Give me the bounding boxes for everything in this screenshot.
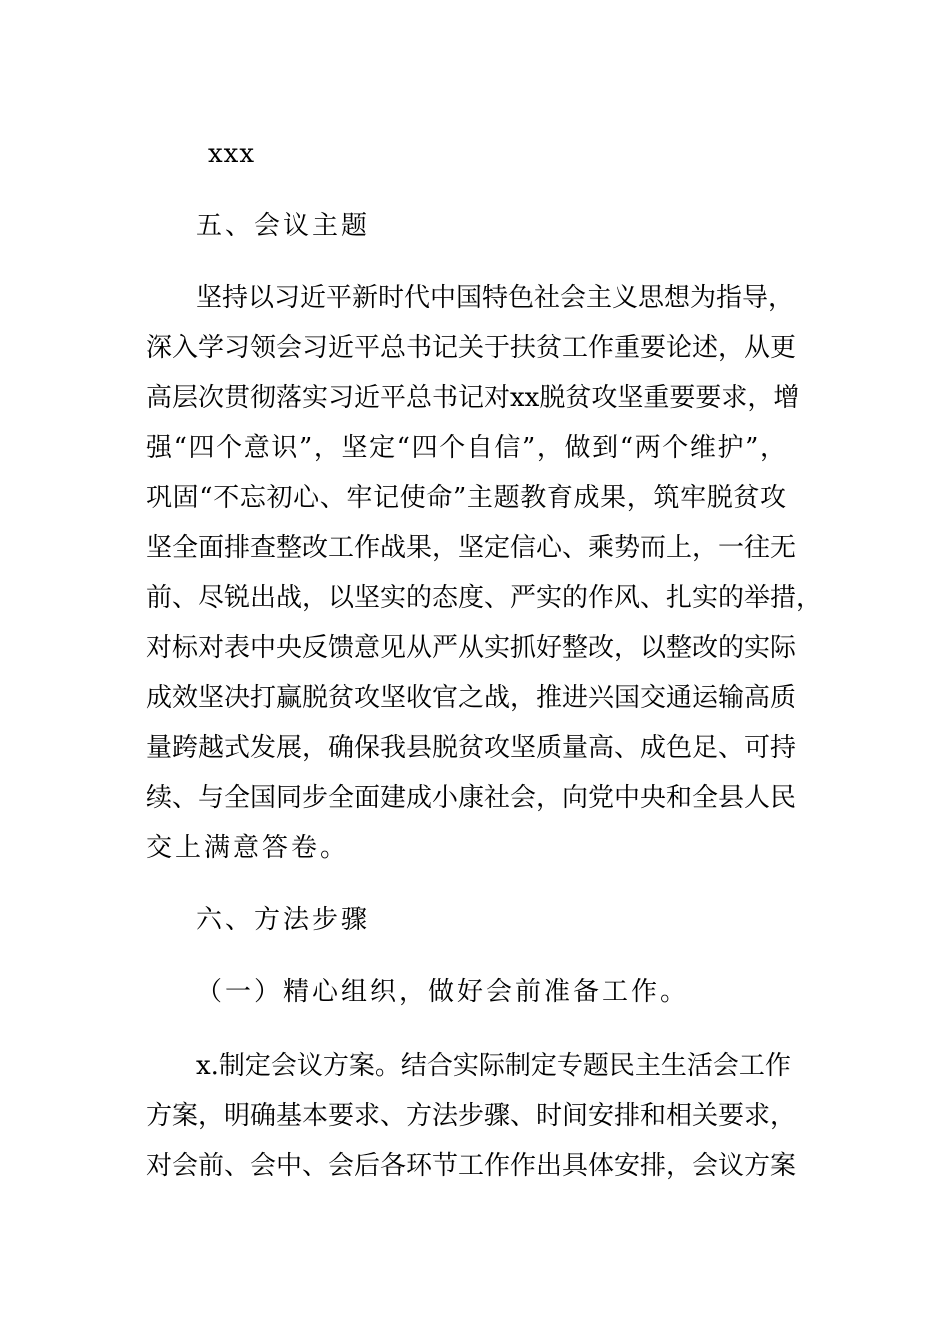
paragraph-line: 强“四个意识”，坚定“四个自信”，做到“两个维护”，: [146, 433, 786, 463]
paragraph-line: 对会前、会中、会后各环节工作作出具体安排，会议方案: [146, 1151, 797, 1181]
section-6-heading: 六、方法步骤: [196, 905, 371, 935]
paragraph-line: 方案，明确基本要求、方法步骤、时间安排和相关要求，: [146, 1101, 797, 1131]
paragraph-line: x.制定会议方案。结合实际制定专题民主生活会工作: [196, 1051, 791, 1081]
paragraph-line: 成效坚决打赢脱贫攻坚收官之战，推进兴国交通运输高质: [146, 683, 797, 713]
header-text: xxx: [208, 139, 255, 169]
paragraph-line: 坚全面排查整改工作战果，坚定信心、乘势而上，一往无: [146, 533, 797, 563]
paragraph-line: 续、与全国同步全面建成小康社会，向党中央和全县人民: [146, 783, 797, 813]
paragraph-line: 对标对表中央反馈意见从严从实抓好整改，以整改的实际: [146, 633, 797, 663]
paragraph-line: 高层次贯彻落实习近平总书记对xx脱贫攻坚重要要求，增: [146, 383, 800, 413]
paragraph-line: 深入学习领会习近平总书记关于扶贫工作重要论述，从更: [146, 333, 797, 363]
paragraph-line: 坚持以习近平新时代中国特色社会主义思想为指导，: [196, 283, 795, 313]
paragraph-line: 交上满意答卷。: [146, 833, 350, 863]
paragraph-line: 量跨越式发展，确保我县脱贫攻坚质量高、成色足、可持: [146, 733, 797, 763]
subsection-1-heading: （一）精心组织，做好会前准备工作。: [196, 977, 690, 1007]
paragraph-line: 前、尽锐出战，以坚实的态度、严实的作风、扎实的举措，: [146, 583, 823, 613]
section-5-heading: 五、会议主题: [196, 211, 371, 241]
paragraph-line: 巩固“不忘初心、牢记使命”主题教育成果，筑牢脱贫攻: [146, 483, 786, 513]
